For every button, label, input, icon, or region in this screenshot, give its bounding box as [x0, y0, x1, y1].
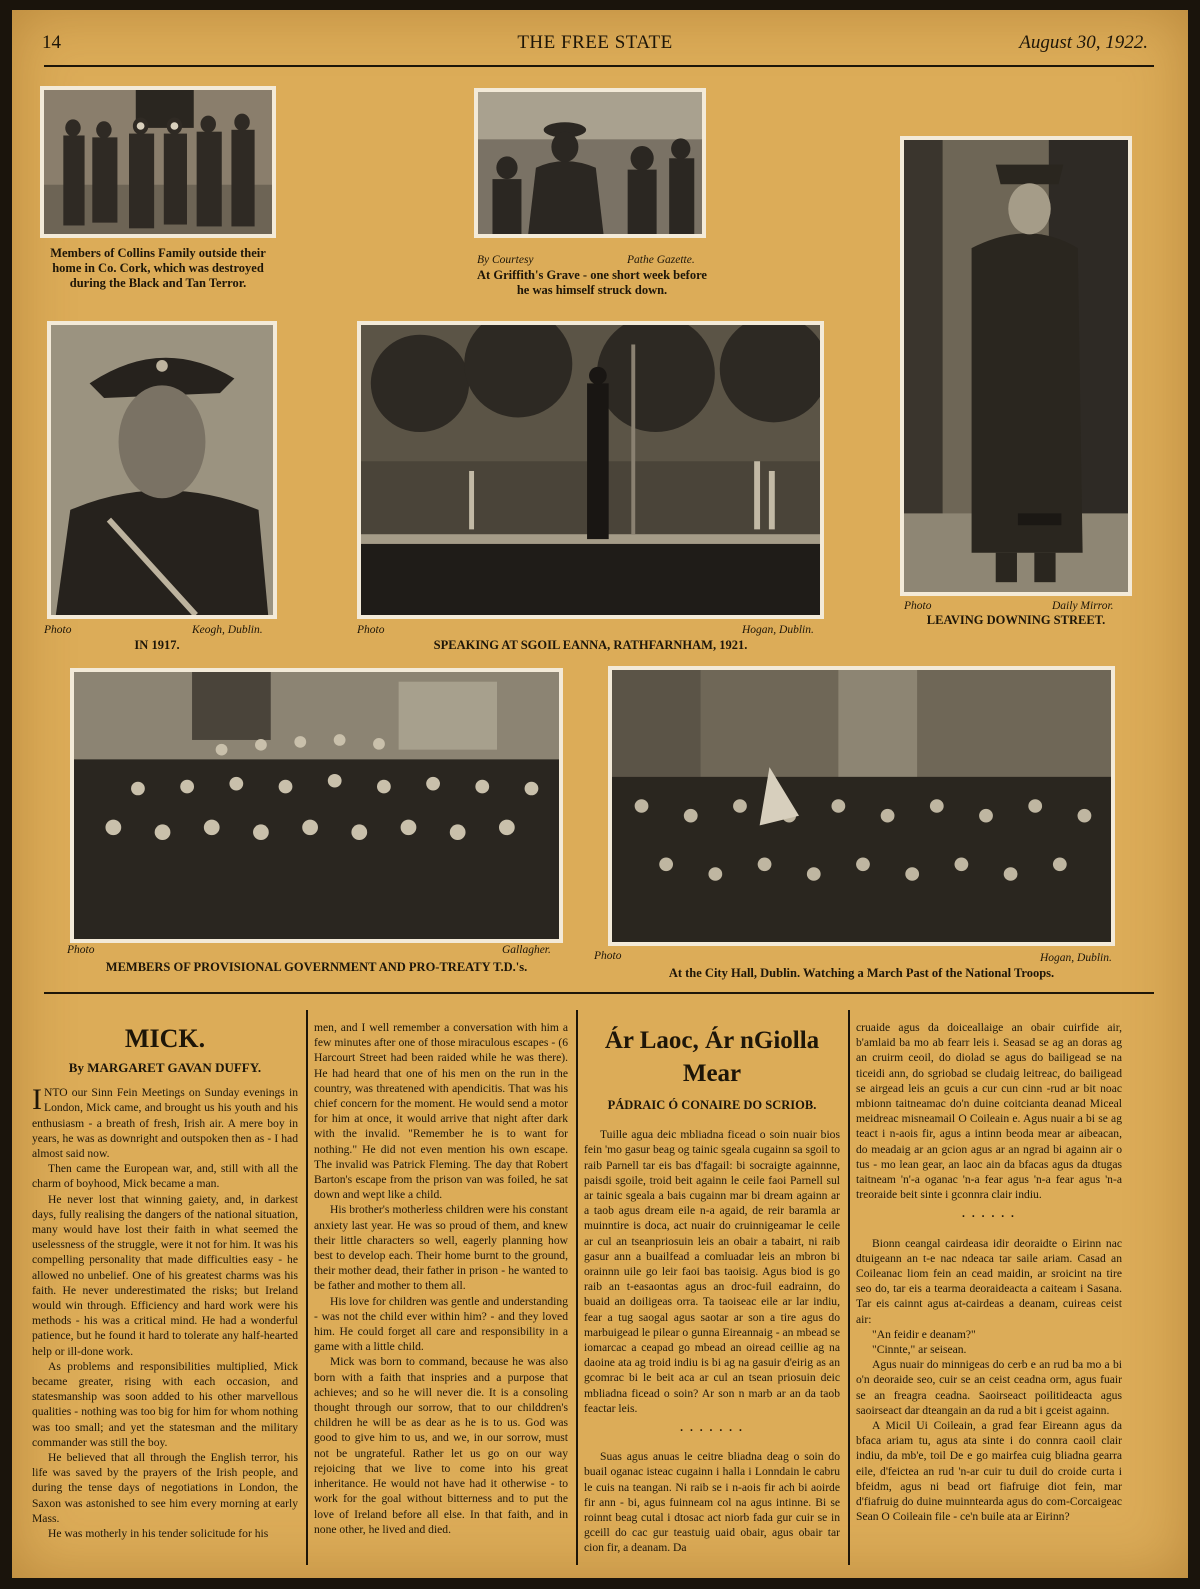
article-mick-paragraph: Then came the European war, and, still with all the charm of boyhood, Mick became a man.	[32, 1162, 298, 1191]
credit-sgoil-left: Photo	[357, 624, 385, 636]
article-irish-paragraph: Agus nuair do minnigeas do cerb e an rud ba mo a bi o'n deoraide seo, cuir se an ceist ceadna orm, agus fuair se an freagra ceadna. Saoirseact poilitideacta agus saoirseact dar dteangain an da rud a bit i gceist againn.	[856, 1358, 1122, 1417]
credit-cityhall-right: Hogan, Dublin.	[1040, 952, 1112, 964]
column-rule-2	[576, 1010, 578, 1565]
article-mick-paragraph: men, and I well remember a conversation with him a few minutes after one of those miraculous escapes - (6 Harcourt Street had been raided while he was there). He had heard that one of his men on the run in the country, was threatened with apendicitis. That was his chief concern for the moment. He would send a motor for him at once, it would arrive that night after dark with the invalid. "Remember he is to want for nothing." He did not even mention his own escape. The invalid was Patrick Fleming. The day that Robert Barton's escape from the prison van was foiled, he sat down and wept like a child.	[314, 1021, 568, 1202]
photo-downing-street	[900, 136, 1132, 596]
article-irish-paragraph: cruaide agus da doiceallaige an obair cuirfide air, b'amlaid ba mo ab fearr leis i. Seasad se ag an doras ag an cruirm ceoil, do diolad se agus do bailigead se na ticeidi ann, do sgriobad se cludaig leitreac, do bailigead se airgead leis an gcuis a cur cun cinn -rud ar bit noac mbionn taitneamac do'n duine coitcianta deanad Miceal meidreac misneamail O Coileain e. Agus nuair a bi se ag teact i n-aois fir, agus a intinn beoda mear ar aibeacan, do meadaig ar an gcion agus ar an ngrad bi againn air o tus - mo lean gear, an laoc ain da bfacas agus da dtugas taitneam 'n'-a oganac 'n-a fear agus 'n-a fear agus 'n-a treoraide beit sinte i gconnra clair indiu.	[856, 1021, 1122, 1202]
header-rule	[44, 65, 1154, 67]
column-rule-1	[306, 1010, 308, 1565]
credit-downing-right: Daily Mirror.	[1052, 600, 1114, 612]
credit-provisional-right: Gallagher.	[502, 944, 551, 956]
credit-1917-left: Photo	[44, 624, 72, 636]
article-irish-paragraph: "Cinnte," ar seisean.	[872, 1343, 967, 1357]
credit-cityhall-left: Photo	[594, 950, 622, 962]
article-mick-paragraph: His love for children was gentle and understanding - was not the child ever within him? - and they loved him. He could forget all care and responsibility in a game with a little child.	[314, 1294, 568, 1354]
article-irish-paragraph: Bionn ceangal cairdeasa idir deoraidte o Eirinn nac dtuigeann an t-e nac ndeaca tar saile ariam. Casad an Coileanac liom fein an cead maidin, ar sroicint na tire seo do, tar eis a tearma deoraideacta a caiteam i Sasana. Tar eis cainnt agus at-cairdeas a deanam, cuireas ceist air:	[856, 1236, 1122, 1326]
masthead	[42, 32, 1148, 56]
photo-in-1917	[47, 321, 277, 619]
article-mick-byline: By MARGARET GAVAN DUFFY.	[68, 1060, 262, 1075]
newspaper-title: THE FREE STATE	[517, 32, 673, 53]
credit-downing-left: Photo	[904, 600, 932, 612]
caption-downing-street: LEAVING DOWNING STREET.	[926, 613, 1106, 627]
credit-griffith-left: By Courtesy	[477, 254, 534, 266]
article-mick-paragraph: He never lost that winning gaiety, and, in darkest days, fully realising the dangers of the national situation, many would have lost their faith in what seemed the uselessness of the struggle, were it not for him. It was his compelling personality that made difficulties easy - he allowed no unbelief. One of his greatest charms was his faith. He never underestimated the risks; but Ireland would win through. Efficiency and hard work were his methods - his was a critical mind. He had a wonderful patience, but he found it hard to tolerate any half-hearted help or ill-done work.	[32, 1192, 298, 1358]
article-mick-paragraph: As problems and responsibilities multiplied, Mick became greater, rising with each occasion, and statesmanship was soon added to his other marvellous qualities - nothing was too big for him for whom nothing was too small; and yet the statesman and the military commander was still the boy.	[32, 1359, 298, 1449]
photo-city-hall	[608, 666, 1115, 946]
article-mick-column-2	[314, 1020, 568, 1537]
column-rule-3	[848, 1010, 850, 1565]
credit-griffith-right: Pathe Gazette.	[627, 254, 695, 266]
caption-collins-family: Members of Collins Family outside their home in Co. Cork, which was destroyed during the Black and Tan Terror.	[50, 246, 266, 290]
article-mick-paragraph: He was motherly in his tender solicitude for his	[48, 1527, 269, 1541]
article-irish-column-1	[584, 1020, 840, 1556]
article-mick-column-1	[32, 1020, 298, 1541]
section-rule	[44, 992, 1154, 994]
article-mick-paragraph: Mick was born to command, because he was also born with a faith that inspries and a purpose that achieves; and so he will never die. It is a consoling thought through our sorrow, that to our childdren's children he will be as dear as he is to us. God was good to give him to us, and we, in our sorrow, must not be ungrateful. Rather let us go on our way rejoicing that we live to come into his great inheritance. He would not have had it otherwise - to work for the goal without bitterness and to put the love of Ireland before all else. In that faith, and in none other, he lived and died.	[314, 1355, 568, 1536]
issue-date: August 30, 1922.	[1019, 32, 1148, 53]
caption-city-hall: At the City Hall, Dublin. Watching a March Past of the National Troops.	[668, 966, 1055, 980]
caption-1917: IN 1917.	[134, 638, 180, 652]
drop-cap: I	[32, 1083, 42, 1117]
article-mick-paragraph: He believed that all through the English terror, his life was saved by the prayers of the Irish people, and during the tense days of negotiations in London, the Saxon was astonished to see him every morning at early Mass.	[32, 1451, 298, 1525]
article-irish-column-2	[856, 1020, 1122, 1525]
photo-sgoil-eanna	[357, 321, 824, 619]
newspaper-page	[12, 10, 1188, 1578]
caption-provisional-government: MEMBERS OF PROVISIONAL GOVERNMENT AND PRO-TREATY T.D.'s.	[105, 960, 528, 974]
article-irish-byline: PÁDRAIC Ó CONAIRE DO SCRIOB.	[607, 1098, 817, 1112]
article-irish-title: Ár Laoc, Ár nGiolla Mear	[604, 1027, 820, 1087]
credit-sgoil-right: Hogan, Dublin.	[742, 624, 814, 636]
article-mick-paragraph: INTO our Sinn Fein Meetings on Sunday evenings in London, Mick came, and brought us his youth and his enthusiasm - a breath of fresh, Irish air. A mere boy in years, he was as downright and outspoken then as - I had almost said now.	[32, 1083, 298, 1161]
credit-1917-right: Keogh, Dublin.	[192, 624, 263, 636]
article-irish-paragraph: A Micil Ui Coileain, a grad fear Eireann agus da bfaca ariam tu, agus ata sinte i do connra caoil clair indiu, da mb'e, toil De e go mairfea cuig bliadna gearra eile, d'feictea an rud 'n-ar cuir tu duil do croide curta i bfeidm, agus ni bead ort fiafruige diot fein, mar d'fiafruig do duine muinntearda agus do com-Corcaigeac Sean O Coileain file - ce'n buile ata ar Eirinn?	[856, 1419, 1122, 1524]
section-divider: . . . . . . .	[680, 1421, 744, 1435]
photo-provisional-government	[70, 668, 563, 943]
caption-sgoil-eanna: SPEAKING AT SGOIL EANNA, RATHFARNHAM, 1921.	[433, 638, 748, 652]
article-mick-title: MICK.	[124, 1024, 206, 1053]
photo-collins-family	[40, 86, 276, 238]
article-irish-paragraph: Tuille agua deic mbliadna ficead o soin nuair bios fein 'mo gasur beag og tainic sgeala cugainn sa sgoil to raib Parnell tar eis bas d'fagail: bi socraigte againnne, paisdi sgoile, troid beit againn le ceile faoi Parnell sul ar tainic sgeala a bais cugainn mar bi dream againn ar a taob agus dream eile n-a agaid, de reir baramla ar muinntire is doca, act nuair do cruinnigeamar le ceile ar cul an tseanpriosuin leis an obair a tabairt, ni raib gasur ann a buailfead a comluadar leis an mbron bi orainnn uile go leir faoi bas taoisig. Agus biod is go raib an t-easaontas agus an droc-fuil eadrainn, do buaid an doiligeas orra. Ta taoiseac eile ar lar indiu, fear a tug saogal agus saotar ar son a tire agus do marbuigead le pilear o gunna Eireannaig - an mbead se iomarcac a ceapad go mbead an oiread ceillie ag na daoine ata ag troid indiu is bi ag na gasuir d'eirig as an gcomrac bi le beit aca ar cul an tsean priosuin deic mbliadna ficead o soin? Ar son n marb ar an da taob feactar leis.	[584, 1128, 840, 1415]
credit-provisional-left: Photo	[67, 944, 95, 956]
article-irish-paragraph: Suas agus anuas le ceitre bliadna deag o soin do buail oganac isteac cugainn i halla i Lonndain le cabru le cuis na teangan. Ni raib se i n-aois fir ach bi aoirde fir ann - bi, agus fuinneam col na agus intinne. Bi se roinnt beag cutal i dtosac act niorb fada gur cuir se in gceill do cac gur teastuig uaid obair, agus obair tar cion fir, a deanam. Da	[584, 1450, 840, 1555]
photo-griffith-grave	[474, 88, 706, 238]
article-irish-paragraph: "An feidir e deanam?"	[872, 1327, 976, 1341]
section-divider: . . . . . .	[962, 1207, 1016, 1221]
caption-griffith-grave: At Griffith's Grave - one short week before he was himself struck down.	[477, 268, 707, 297]
article-mick-paragraph: His brother's motherless children were his constant anxiety last year. He was so proud of them, and knew their little characters so well, eagerly planning how best to develop each. Their home burnt to the ground, their mother dead, their father in prison - he wanted to be father and mother to them all.	[314, 1203, 568, 1293]
page-number: 14	[42, 32, 61, 53]
